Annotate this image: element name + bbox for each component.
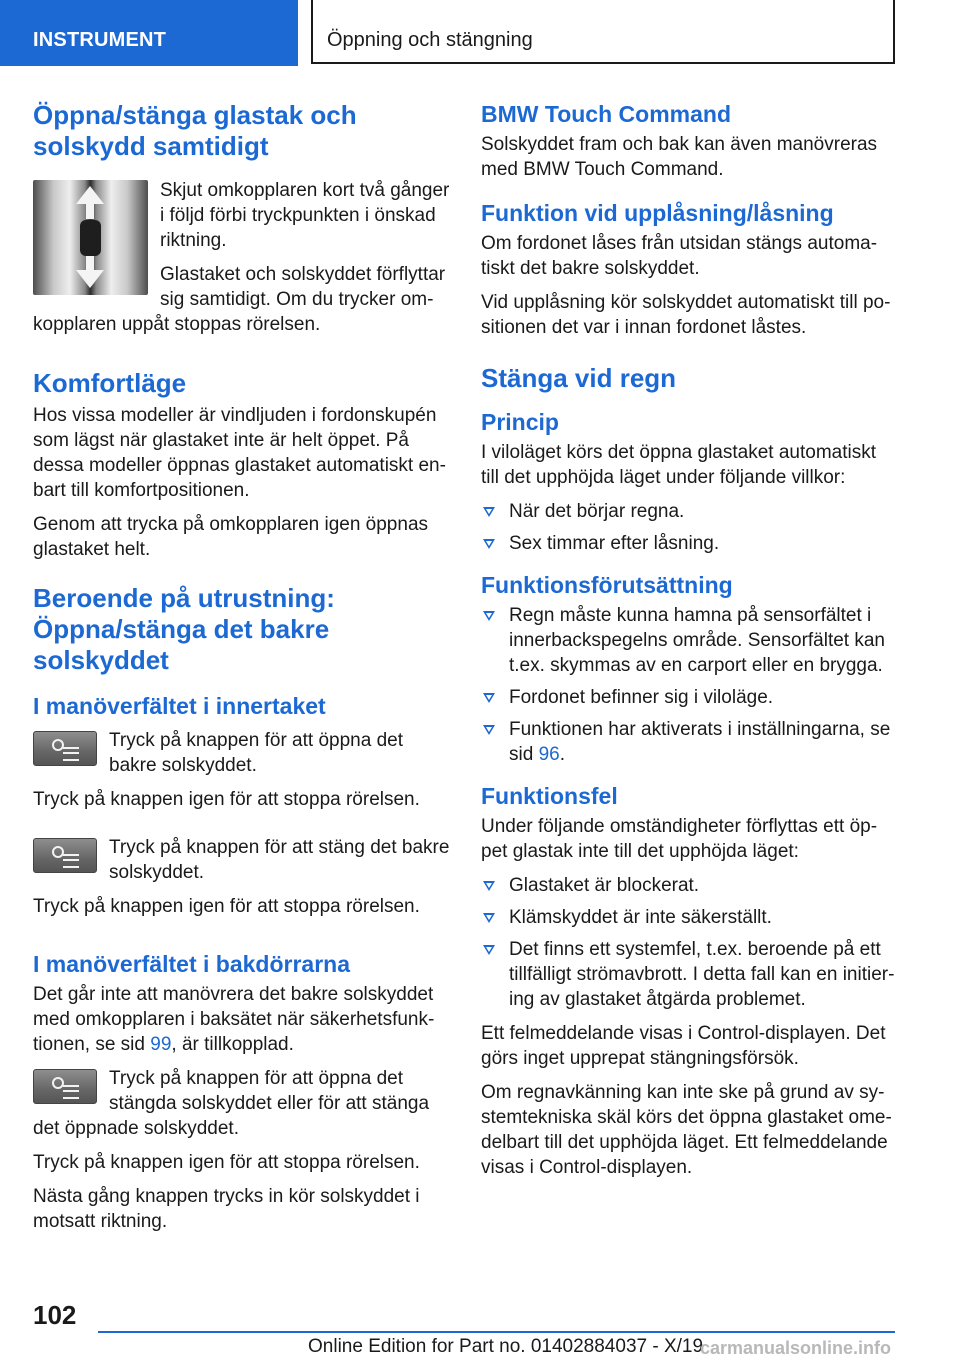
page-ref-link[interactable]: 96 [538,744,560,765]
bullet-triangle-icon [483,693,495,703]
list-item: Sex timmar efter låsning. [481,531,896,556]
switch-figure-block [33,178,451,346]
sunshade-button-icon [33,731,97,766]
sunshade-button-icon [33,1069,97,1104]
fel-list [481,873,896,1012]
section-tab: INSTRUMENT [0,0,298,66]
bullet-triangle-icon [483,881,495,891]
chapter-title: Öppning och stängning [311,0,895,64]
list-item: Glastaket är blockerat. [481,873,896,898]
touch-text-1: Solskyddet fram och bak kan även manövreras med BMW Touch Command. [481,134,878,180]
fel-text-1: Under följande omständigheter förflyttas ett öppet glastak inte till det upphöjda läget: [481,816,878,862]
bullet-triangle-icon [483,945,495,955]
list-item: Klämskyddet är inte säkerställt. [481,905,896,930]
heading-touch: BMW Touch Command [481,101,731,127]
bullet-triangle-icon [483,913,495,923]
heading-samtidigt: Öppna/stänga glastak och solskydd samtidigt [33,100,357,161]
arrow-down-icon [76,270,104,288]
heading-bakdorr: I manöverfältet i bakdörrarna [33,951,350,977]
heading-innertak: I manöverfältet i innertaket [33,693,326,719]
footer-divider [98,1331,895,1333]
bullet-triangle-icon [483,725,495,735]
bak-text-3: Tryck på knappen igen för att stoppa rörelsen. [33,1152,420,1173]
inner-text-2: Tryck på knappen igen för att stoppa rörelsen. [33,789,420,810]
left-column [33,100,451,1243]
fel-text-3: Om regnavkänning kan inte ske på grund av systemtekniska skäl körs det öppna glastaket omedelbart till det upphöjda läget. Ett felmeddelande visas i Control-displayen. [481,1082,892,1178]
princip-text-1: I viloläget körs det öppna glastaket automatiskt till det upphöjda läget under följande villkor: [481,442,877,488]
page-header [0,0,960,66]
komfort-text-1: Hos vissa modeller är vindljuden i fordonskupén som lägst när glastaket inte är helt öppet. På dessa modeller öppnas glastaket automatiskt enbart till komfortpositionen. [33,405,446,501]
arrow-up-icon [76,186,104,204]
rear-door-button-block [33,1066,451,1141]
bak-text-2: Tryck på knappen för att öppna det stängda solskyddet eller för att stänga det öppnade solskyddet. [33,1068,430,1139]
right-column [481,100,896,1189]
list-item: Det finns ett systemfel, t.ex. beroende på ett tillfälligt strömavbrott. I detta fall kan en initiering av glastaket åtgärda problemet. [481,937,896,1012]
samtidigt-text-1: Skjut omkopplaren kort två gånger i följd förbi tryckpunkten i önskad riktning. [160,180,450,251]
heading-forutsattning: Funktionsförutsättning [481,572,733,598]
inner-text-4: Tryck på knappen igen för att stoppa rörelsen. [33,896,420,917]
list-item: Funktionen har aktiverats i inställningarna, se sid 96. [481,717,896,767]
watermark: carmanualsonline.info [700,1338,892,1358]
inner-text-1: Tryck på knappen för att öppna det bakre solskyddet. [109,730,403,776]
lasning-text-2: Vid upplåsning kör solskyddet automatiskt till positionen det var i innan fordonet låstes. [481,292,891,338]
samtidigt-text-2: Glastaket och solskyddet förflyttar sig samtidigt. Om du trycker omkopplaren uppåt stoppas rörelsen. [33,264,446,335]
forutsattning-list [481,603,896,767]
komfort-text-2: Genom att trycka på omkopplaren igen öppnas glastaket helt. [33,514,429,560]
roof-switch-photo [33,180,148,295]
sunshade-button-icon [33,838,97,873]
bullet-triangle-icon [483,507,495,517]
edition-text: Online Edition for Part no. 01402884037 - X/19 [308,1336,704,1357]
page-ref-link[interactable]: 99 [150,1034,172,1055]
list-item: Regn måste kunna hamna på sensorfältet i innerbackspegelns område. Sensorfältet kan t.ex. skymmas av en carport eller en brygga. [481,603,896,678]
bak-text-4: Nästa gång knappen trycks in kör solskyddet i motsatt riktning. [33,1186,420,1232]
heading-komfort: Komfortläge [33,368,187,398]
list-item: Fordonet befinner sig i viloläge. [481,685,896,710]
bak-text-1: Det går inte att manövrera det bakre solskyddet med omkopplaren i baksätet när säkerhetsfunktionen, se sid 99, är tillkopplad. [33,984,435,1055]
lasning-text-1: Om fordonet låses från utsidan stängs automatiskt det bakre solskyddet. [481,233,878,279]
bullet-triangle-icon [483,611,495,621]
princip-list [481,499,896,556]
page-number: 102 [33,1300,77,1330]
bullet-triangle-icon [483,539,495,549]
heading-fel: Funktionsfel [481,783,618,809]
inner-text-3: Tryck på knappen för att stäng det bakre solskyddet. [109,837,450,883]
close-button-block [33,835,451,894]
heading-lasning: Funktion vid upplåsning/låsning [481,200,834,226]
heading-beroende: Beroende på utrustning: Öppna/stänga det bakre solskyddet [33,583,335,675]
list-item: När det börjar regna. [481,499,896,524]
heading-princip: Princip [481,409,559,435]
fel-text-2: Ett felmeddelande visas i Control-displayen. Det görs inget upprepat stängningsförsök. [481,1023,886,1069]
heading-regn: Stänga vid regn [481,363,677,393]
open-button-block [33,728,451,787]
